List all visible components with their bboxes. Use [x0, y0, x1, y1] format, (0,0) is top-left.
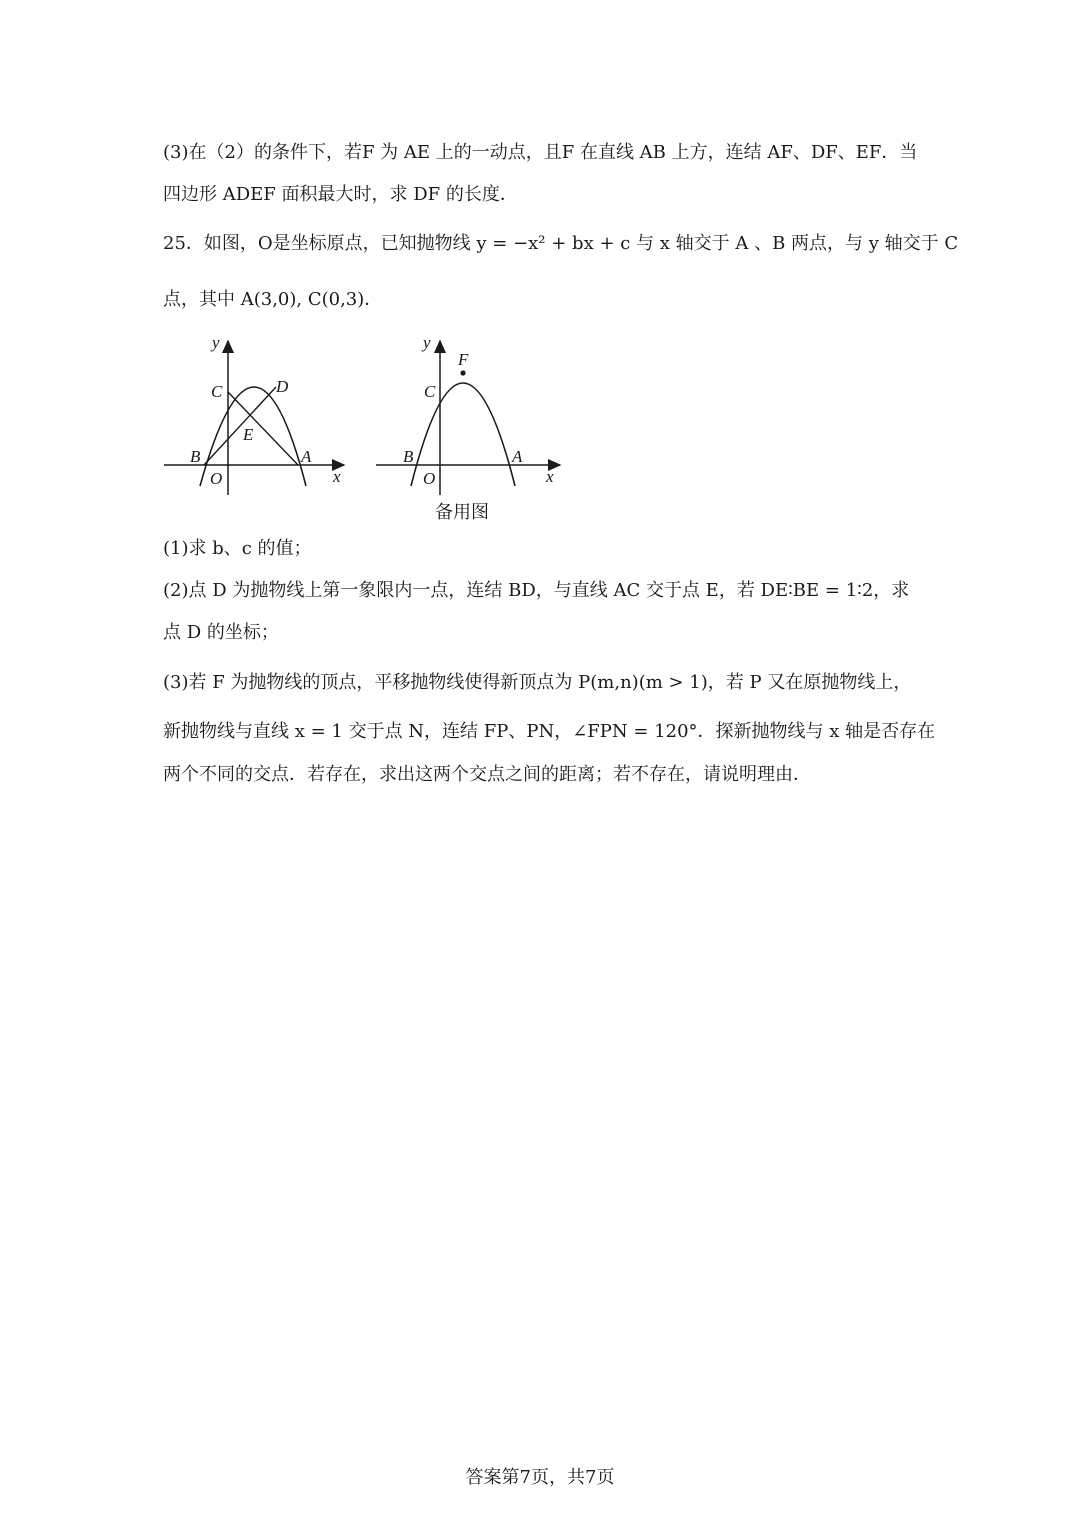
q25-part2-line1: (2)点 D 为抛物线上第一象限内一点，连结 BD，与直线 AC 交于点 E，若 DE∶BE = 1∶2，求	[163, 580, 910, 601]
label-x: x	[546, 467, 554, 486]
q25-stem-line1: 25．如图，O是坐标原点，已知抛物线 y = −x² + bx + c 与 x 轴交于 A 、B 两点，与 y 轴交于 C	[163, 233, 959, 254]
label-o: O	[210, 469, 223, 488]
label-o: O	[423, 469, 436, 488]
q25-part3-line1: (3)若 F 为抛物线的顶点，平移抛物线使得新顶点为 P(m,n)(m > 1)，若 P 又在原抛物线上，	[163, 672, 912, 693]
q25-part1: (1)求 b、c 的值；	[163, 538, 312, 559]
label-f: F	[458, 350, 469, 369]
label-a: A	[512, 447, 523, 466]
label-d: D	[276, 377, 289, 396]
label-e: E	[243, 425, 254, 444]
label-y: y	[212, 335, 220, 352]
label-c: C	[211, 382, 223, 401]
page-footer: 答案第7页，共7页	[465, 1467, 615, 1488]
label-b: B	[190, 447, 201, 466]
vertex-point	[460, 370, 465, 375]
figure-1-graph	[160, 335, 350, 495]
q25-part3-line2: 新抛物线与直线 x = 1 交于点 N，连结 FP、PN，∠FPN = 120°．探新抛物线与 x 轴是否存在	[163, 721, 936, 742]
q24-part3-line1: (3)在（2）的条件下，若F 为 AE 上的一动点，且F 在直线 AB 上方，连结 AF、DF、EF．当	[163, 142, 918, 163]
label-a: A	[301, 447, 312, 466]
q25-part2-line2: 点 D 的坐标；	[163, 622, 279, 643]
label-c: C	[424, 382, 436, 401]
figure-2-caption: 备用图	[435, 502, 489, 523]
q25-stem-line2: 点，其中 A(3,0), C(0,3)．	[163, 289, 383, 310]
label-y: y	[423, 335, 431, 352]
figure-2-graph	[372, 335, 567, 495]
label-b: B	[403, 447, 414, 466]
q25-part3-line3: 两个不同的交点．若存在，求出这两个交点之间的距离；若不存在，请说明理由．	[163, 764, 811, 785]
q24-part3-line2: 四边形 ADEF 面积最大时，求 DF 的长度．	[163, 184, 518, 205]
label-x: x	[333, 467, 341, 486]
